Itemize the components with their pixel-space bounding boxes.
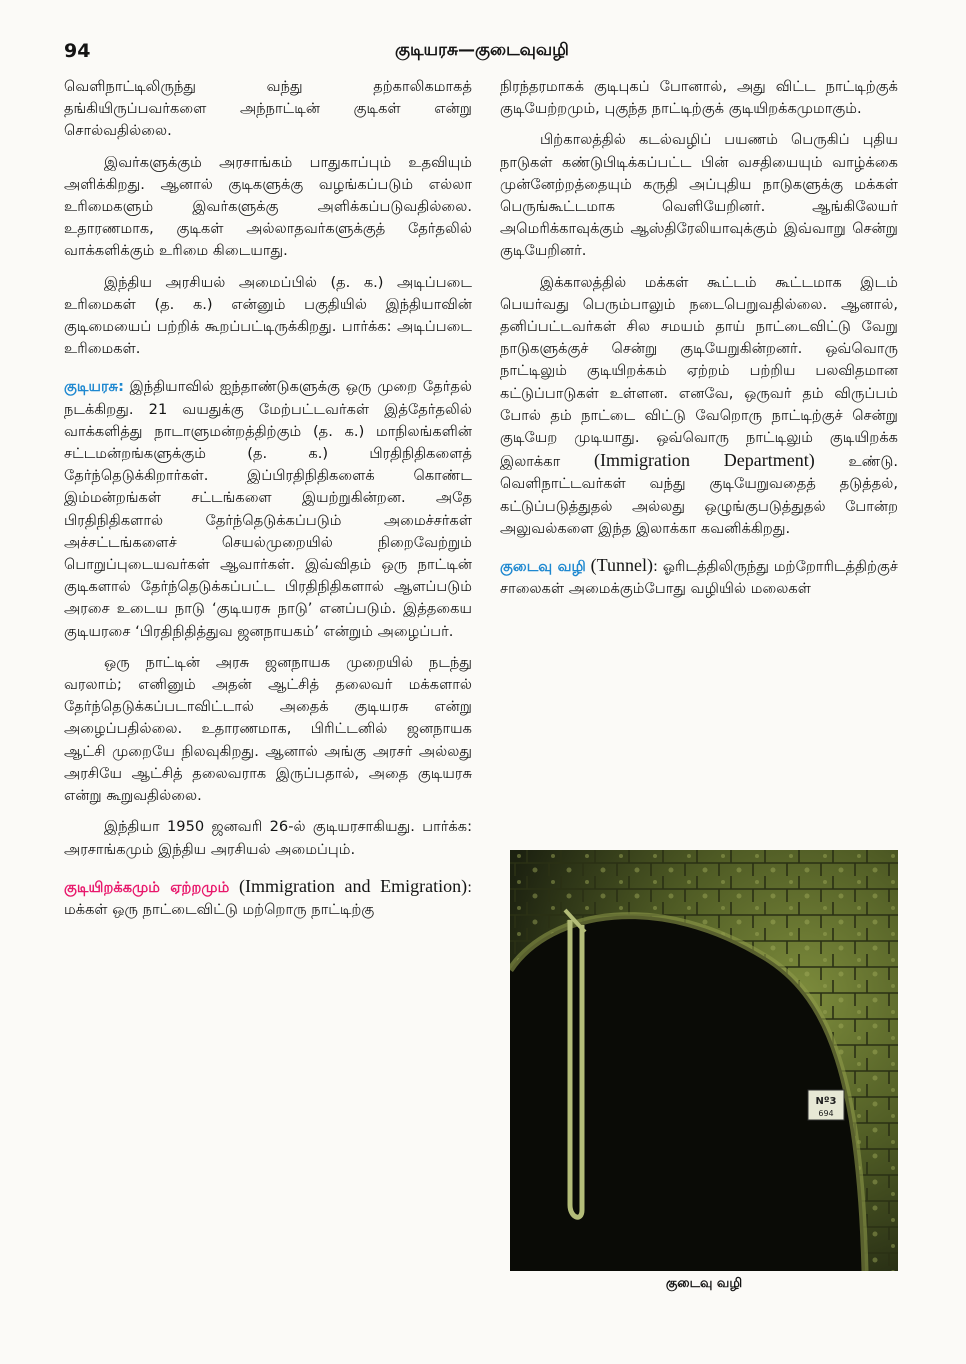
paragraph: இந்திய அரசியல் அமைப்பில் (த. க.) அடிப்படை உரிமைகள் (த. க.) என்னும் பகுதியில் இந்தியாவின் குடிமையைப் பற்றிக் கூறப்பட்டிருக்கிறது. பார்க்க: அடிப்படை உரிமைகள்.: [64, 273, 472, 358]
entry-immigration: [64, 875, 472, 921]
page-number: 94: [64, 40, 91, 62]
entry-tunnel: [500, 554, 898, 600]
headword-tunnel: குடைவு வழி: [500, 558, 586, 576]
figure-caption: குடைவு வழி: [665, 1276, 743, 1291]
entry-body: இந்தியாவில் ஐந்தாண்டுகளுக்கு ஒரு முறை தேர்தல் நடக்கிறது. 21 வயதுக்கு மேற்பட்டவர்கள் இத்தேர்தலில் வாக்களித்து நாடாளுமன்றத்திற்கும் (த. க.) மாநிலங்களின் சட்டமன்றங்களுக்கும் (த. க.) பிரதிநிதிகளைத் தேர்ந்தெடுக்கிறார்கள். இப்பிரதிநிதிகளைக் கொண்ட இம்மன்றங்கள் சட்டங்களை இயற்றுகின்றன. அதே பிரதிநிதிகளால் தேர்ந்தெடுக்கப்படும் அமைச்சர்கள் அச்சட்டங்களைச் செயல்முறையில் நிறைவேற்றும் பொறுப்புடையவர்கள் ஆவார்கள். இவ்விதம் ஒரு நாட்டின் குடிகளால் தேர்ந்தெடுக்கப்பட்ட பிரதிநிதிகளால் ஆளப்படும் அரசை உடைய நாடு ‘குடியரசு நாடு’ எனப்படும். இத்தகைய குடியரசை ‘பிரதிநிதித்துவ ஜனநாயகம்’ என்றும் அழைப்பர்.: [64, 378, 472, 640]
left-column: [64, 76, 472, 930]
right-column: [500, 76, 898, 609]
paragraph: இந்தியா 1950 ஜனவரி 26-ல் குடியரசாகியது. பார்க்க: அரசாங்கமும் இந்திய அரசியல் அமைப்பும்.: [64, 818, 472, 858]
paragraph: நிரந்தரமாகக் குடிபுகப் போனால், அது விட்ட நாட்டிற்குக் குடியேற்றமும், புகுந்த நாட்டிற்குக் குடியிறக்கமுமாகும்.: [500, 78, 898, 118]
entry-body: : மக்கள் ஒரு நாட்டைவிட்டு மற்றொரு நாட்டிற்கு: [64, 878, 472, 918]
paragraph: வெளிநாட்டிலிருந்து வந்து தற்காலிகமாகத் தங்கியிருப்பவர்களை அந்நாட்டின் குடிகள் என்று சொல்வதில்லை.: [64, 78, 472, 140]
plate-code: 694: [818, 1109, 834, 1118]
entry-kudiyarasu: [64, 376, 472, 642]
running-head: குடியரசு—குடைவுவழி: [395, 40, 569, 60]
paragraph: இவர்களுக்கும் அரசாங்கம் பாதுகாப்பும் உதவியும் அளிக்கிறது. ஆனால் குடிகளுக்கு வழங்கப்படும் எல்லா உரிமைகளும் இவர்களுக்கு அளிக்கப்படுவதில்லை. உதாரணமாக, குடிகள் அல்லாதவர்களுக்குத் தேர்தலில் வாக்களிக்கும் உரிமை கிடையாது.: [64, 153, 472, 260]
paragraph: ஒரு நாட்டின் அரசு ஜனநாயக முறையில் நடந்து வரலாம்; எனினும் அதன் ஆட்சித் தலைவர் மக்களால் தேர்ந்தெடுக்கப்படாவிட்டால் அதைக் குடியரசு என்று அழைப்பதில்லை. உதாரணமாக, பிரிட்டனில் ஜனநாயக ஆட்சி முறையே நிலவுகிறது. ஆனால் அங்கு அரசர் அல்லது அரசியே ஆட்சித் தலைவராக இருப்பதால், அதை குடியரசு என்று கூறுவதில்லை.: [64, 653, 472, 805]
entry-body: : ஓரிடத்திலிருந்து மற்றோரிடத்திற்குச் சாலைகள் அமைக்கும்போது வழியில் மலைகள்: [500, 558, 898, 598]
paragraph: பிற்காலத்தில் கடல்வழிப் பயணம் பெருகிப் புதிய நாடுகள் கண்டுபிடிக்கப்பட்ட பின் வசதியையும் வாழ்க்கை முன்னேற்றத்தையும் கருதி அப்புதிய நாடுகளுக்கு மக்கள் பெருங்கூட்டமாக வெளியேறினர். ஆங்கிலேயர் அமெரிக்காவுக்கும் ஆஸ்திரேலியாவுக்கும் இவ்வாறு சென்று குடியேறினர்.: [500, 131, 898, 260]
headword-immigration: குடியிறக்கமும் ஏற்றமும்: [64, 878, 230, 896]
english-term: (Immigration Department): [560, 450, 849, 471]
paragraph-text: இக்காலத்தில் மக்கள் கூட்டம் கூட்டமாக இடம் பெயர்வது பெரும்பாலும் நடைபெறுவதில்லை. ஆனால், தனிப்பட்டவர்கள் சில சமயம் தாய் நாட்டைவிட்டு வேறு நாடுகளுக்குச் சென்று குடியேறுகின்றனர். ஒவ்வொரு நாட்டிலும் குடியிறக்கம் ஏற்றம் பற்றிய பலவிதமான கட்டுப்பாடுகள் உள்ளன. எனவே, ஒருவர் தம் விருப்பம் போல் தம் நாட்டை விட்டு வேறொரு நாட்டிற்குச் சென்று குடியேற முடியாது. ஒவ்வொரு நாட்டிலும் குடியிறக்க இலாக்கா: [500, 273, 898, 471]
headword-kudiyarasu: குடியரசு:: [64, 378, 124, 396]
paragraph: [500, 272, 898, 540]
tunnel-photo: [510, 850, 898, 1271]
headword-english: (Tunnel): [585, 555, 654, 576]
paragraph-text: உண்டு. வெளிநாட்டவர்கள் வந்து குடியேறுவதைத் தடுத்தல், கட்டுப்படுத்துதல் அல்லது ஒழுங்குபடுத்துதல் போன்ற அலுவல்களை இந்த இலாக்கா கவனிக்கிறது.: [500, 453, 898, 537]
tunnel-number-plate: [808, 1090, 844, 1120]
plate-number: Nº3: [815, 1096, 837, 1107]
headword-english: (Immigration and Emigration): [229, 875, 468, 896]
